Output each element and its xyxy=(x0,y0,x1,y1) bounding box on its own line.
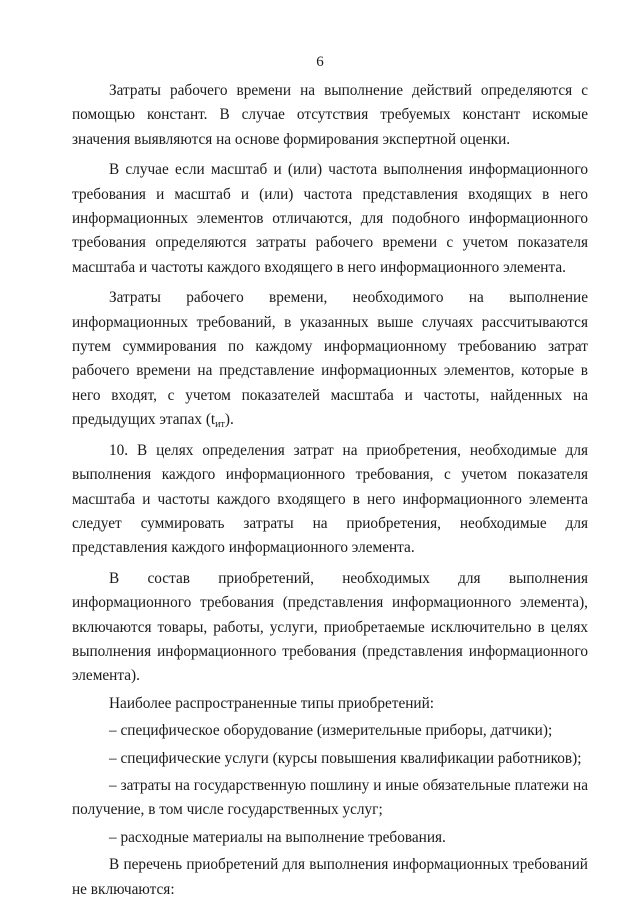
formula-subscript: ит xyxy=(215,419,225,431)
formula-closing: ). xyxy=(224,411,234,429)
paragraph-scale-frequency: В случае если масштаб и (или) частота выполнения информационного требования и масштаб и (или) частота представления входящих в него информационных элементов отличаются, для подобного информационного требования определяются затраты рабочего времени с учетом показателя масштаба и частоты каждого входящего в него информационного элемента. xyxy=(72,161,588,276)
paragraph-time-summation xyxy=(72,286,588,432)
list-item-equipment: – специфическое оборудование (измерительные приборы, датчики); xyxy=(109,722,553,740)
list-item-services: – специфические услуги (курсы повышения квалификации работников); xyxy=(109,749,582,767)
page-number: 6 xyxy=(316,54,324,70)
paragraph-acquisition-types-heading: Наиболее распространенные типы приобретений: xyxy=(109,694,435,712)
paragraph-acquisitions-composition: В состав приобретений, необходимых для выполнения информационного требования (представления информационного элемента), включаются товары, работы, услуги, приобретаемые исключительно в целях выполнения информационного требования (представления информационного элемента). xyxy=(72,569,588,685)
body-text xyxy=(72,79,588,905)
paragraph-exclusions: В перечень приобретений для выполнения информационных требований не включаются: xyxy=(72,856,588,898)
paragraph-time-summation-text: Затраты рабочего времени, необходимого на выполнение информационных требований, в указанных выше случаях рассчитываются путем суммирования по каждому информационному требованию затрат рабочего времени на представление информационных элементов, которые в него входят, с учетом показателей масштаба и частоты, найденных на предыдущих этапах (t xyxy=(72,289,588,429)
list-item-duties: – затраты на государственную пошлину и иные обязательные платежи на получение, в том числе государственных услуг; xyxy=(72,776,588,819)
list-item-materials: – расходные материалы на выполнение требования. xyxy=(109,828,446,846)
paragraph-item-10: 10. В целях определения затрат на приобретения, необходимые для выполнения каждого информационного требования, с учетом показателя масштаба и частоты каждого входящего в него информационного элемента следует суммировать затраты на приобретения, необходимые для представления каждого информационного элемента. xyxy=(72,441,588,557)
paragraph-constants: Затраты рабочего времени на выполнение действий определяются с помощью констант. В случае отсутствия требуемых констант искомые значения выявляются на основе формирования экспертной оценки. xyxy=(72,82,588,148)
